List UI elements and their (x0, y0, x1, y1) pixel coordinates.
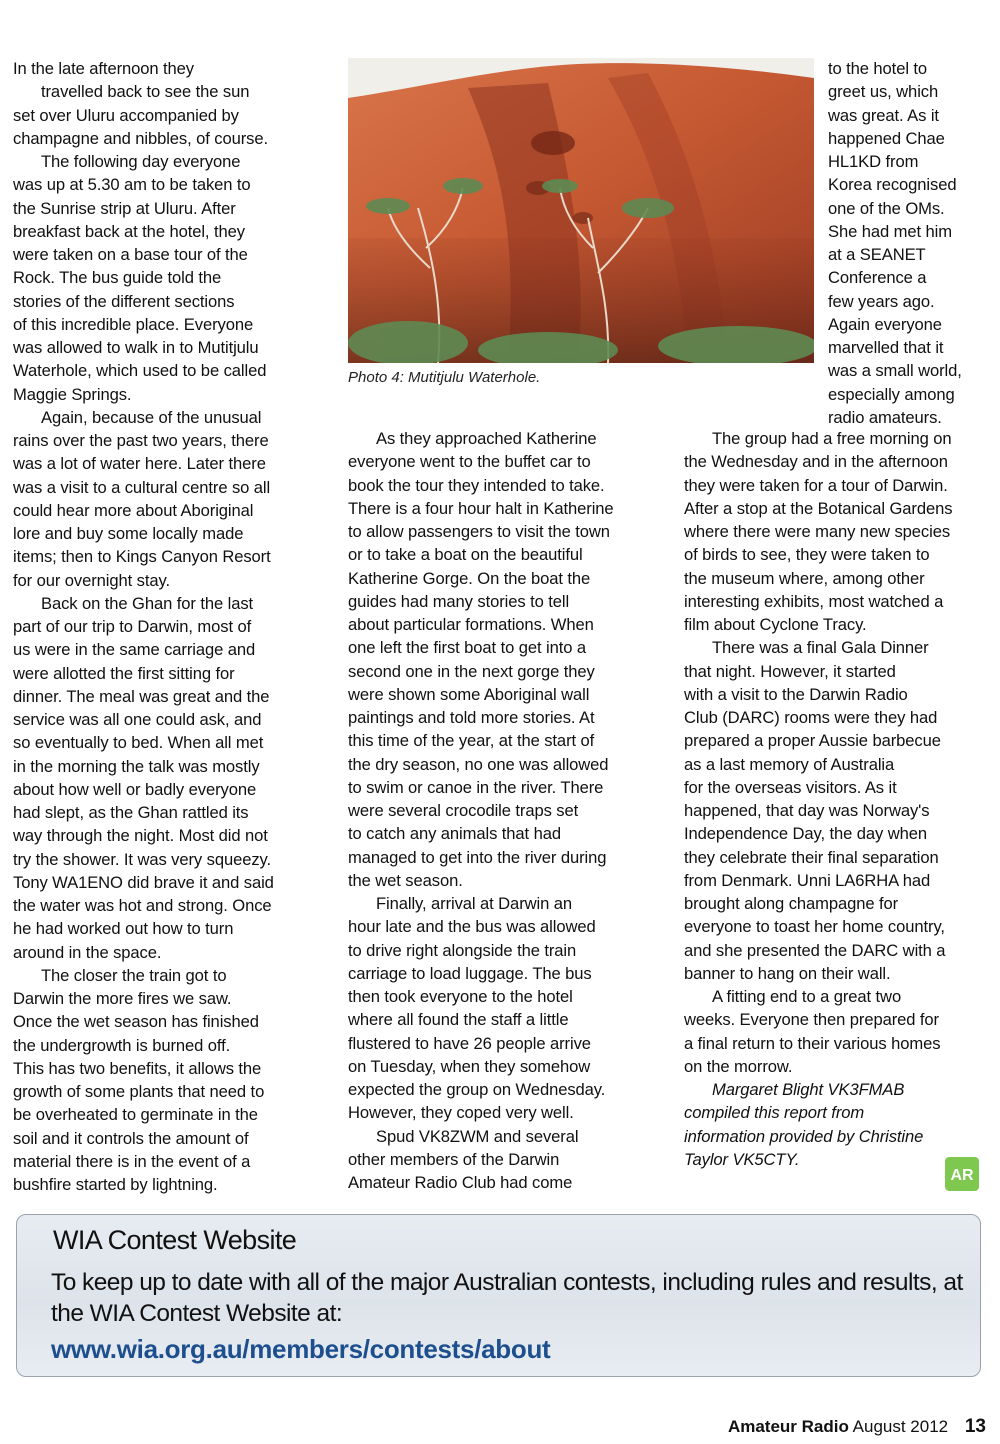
article-text-line: second one in the next gorge they (348, 661, 595, 681)
article-text-line: Korea recognised (828, 175, 957, 195)
article-text-line: As they approached Katherine (376, 429, 597, 448)
article-text-line: be overheated to germinate in the (13, 1105, 258, 1125)
article-text-line: film about Cyclone Tracy. (684, 615, 867, 634)
article-text-line: in the morning the talk was mostly (13, 756, 260, 776)
article-text-line: The group had a free morning on (712, 429, 952, 448)
article-text-line: soil and it controls the amount of (13, 1128, 249, 1148)
article-text-line: where there were many new species (684, 522, 951, 541)
article-text-line: Darwin the more fires we saw. (13, 989, 232, 1008)
article-text-line: interesting exhibits, most watched a (684, 591, 944, 611)
article-text-line: Waterhole, which used to be called (13, 361, 267, 381)
contest-box-text (51, 1267, 971, 1329)
article-text-line: the water was hot and strong. Once (13, 896, 272, 915)
article-text-line: In the late afternoon they (13, 59, 194, 78)
contest-box-title: WIA Contest Website (53, 1225, 297, 1255)
article-text-line: guides had many stories to tell (348, 591, 570, 611)
article-text-line: This has two benefits, it allows the (13, 1058, 262, 1078)
article-text-line: rains over the past two years, there (13, 431, 269, 450)
article-text-line: Margaret Blight VK3FMAB (712, 1080, 905, 1099)
article-text-line: to swim or canoe in the river. There (348, 777, 604, 797)
article-text-line: on Tuesday, when they somehow (348, 1056, 591, 1076)
article-text-line: lore and buy some locally made (13, 524, 244, 543)
article-text-line: material there is in the event of a (13, 1151, 251, 1171)
article-text-line: of birds to see, they were taken to (684, 545, 930, 565)
article-text-line: Taylor VK5CTY. (684, 1149, 800, 1169)
article-text-line: radio amateurs. (828, 407, 942, 427)
article-text-line: The closer the train got to (41, 965, 227, 985)
article-text-line: was great. As it (828, 105, 939, 125)
article-text-line: growth of some plants that need to (13, 1082, 265, 1101)
svg-text:AR: AR (950, 1167, 974, 1184)
article-text-line: was a visit to a cultural centre so all (13, 477, 271, 497)
article-text-line: However, they coped very well. (348, 1103, 574, 1123)
uluru-waterhole-image (348, 58, 814, 363)
article-text-line: service was all one could ask, and (13, 710, 262, 729)
photo-caption: Photo 4: Mutitjulu Waterhole. (348, 369, 541, 386)
article-text-line: on the morrow. (684, 1056, 793, 1076)
article-text-line: the Sunrise strip at Uluru. After (13, 198, 236, 218)
article-text-line: travelled back to see the sun (41, 82, 250, 102)
article-text-line: other members of the Darwin (348, 1149, 560, 1169)
article-text-line: where all found the staff a little (348, 1010, 569, 1030)
article-text-line: one left the first boat to get into a (348, 638, 586, 658)
article-text-line: a final return to their various homes (684, 1033, 941, 1053)
article-text-line: expected the group on Wednesday. (348, 1080, 606, 1099)
article-text-line: weeks. Everyone then prepared for (684, 1010, 939, 1030)
article-text-line: to allow passengers to visit the town (348, 522, 610, 541)
article-text-line: Katherine Gorge. On the boat the (348, 568, 591, 588)
article-text-line: around in the space. (13, 942, 162, 962)
article-text-line: with a visit to the Darwin Radio (684, 684, 908, 704)
article-text-line: Independence Day, the day when (684, 824, 928, 844)
article-text-line: he had worked out how to turn (13, 919, 234, 939)
article-text-line: She had met him (828, 221, 952, 241)
article-text-line: us were in the same carriage and (13, 640, 256, 660)
article-text-line: Again everyone (828, 314, 942, 334)
article-text-line: Conference a (828, 268, 927, 288)
article-column-3-top (828, 57, 996, 429)
article-text-line: hour late and the bus was allowed (348, 917, 596, 937)
article-text-line: one of the OMs. (828, 198, 945, 218)
contest-website-box (16, 1214, 981, 1377)
article-text-line: the dry season, no one was allowed (348, 754, 609, 774)
article-text-line: this time of the year, at the start of (348, 731, 595, 751)
article-text-line: to catch any animals that had (348, 824, 561, 844)
article-text-line: so eventually to bed. When all met (13, 733, 264, 753)
article-text-line: Rock. The bus guide told the (13, 268, 222, 288)
page-number: 13 (964, 1416, 986, 1437)
article-text-line: about particular formations. When (348, 615, 594, 634)
article-text-line: to the hotel to (828, 59, 928, 78)
article-text-line: about how well or badly everyone (13, 779, 257, 799)
article-text-line: Amateur Radio Club had come (348, 1173, 573, 1192)
article-text-line: dinner. The meal was great and the (13, 686, 270, 706)
article-text-line: paintings and told more stories. At (348, 708, 595, 727)
article-text-line: were taken on a base tour of the (13, 245, 248, 264)
article-text-line: managed to get into the river during (348, 847, 607, 867)
article-text-line: part of our trip to Darwin, most of (13, 617, 252, 636)
article-text-line: the museum where, among other (684, 568, 925, 588)
article-text-line: Back on the Ghan for the last (41, 593, 254, 613)
article-column-3 (684, 427, 989, 1171)
contest-box-text-line-2: the WIA Contest Website at: (51, 1300, 343, 1327)
article-text-line: they celebrate their final separation (684, 847, 939, 867)
article-text-line: the Wednesday and in the afternoon (684, 452, 948, 472)
page-footer (728, 1416, 986, 1438)
article-text-line: book the tour they intended to take. (348, 475, 605, 495)
article-text-line: could hear more about Aboriginal (13, 500, 254, 520)
contest-website-link[interactable]: www.wia.org.au/members/contests/about (51, 1334, 551, 1364)
article-text-line: few years ago. (828, 291, 935, 311)
article-text-line: way through the night. Most did not (13, 826, 268, 846)
article-text-line: After a stop at the Botanical Gardens (684, 498, 953, 518)
magazine-name: Amateur Radio (727, 1417, 849, 1436)
article-text-line: stories of the different sections (13, 291, 235, 311)
issue-date: August 2012 (852, 1417, 949, 1436)
article-text-line: bushfire started by lightning. (13, 1175, 218, 1194)
article-text-line: champagne and nibbles, of course. (13, 128, 268, 148)
article-text-line: they were taken for a tour of Darwin. (684, 475, 948, 495)
article-photo (348, 58, 814, 363)
article-text-line: breakfast back at the hotel, they (13, 221, 245, 241)
article-text-line: especially among (828, 384, 955, 404)
article-text-line: for the overseas visitors. As it (684, 777, 897, 797)
article-text-line: had slept, as the Ghan rattled its (13, 803, 249, 822)
article-text-line: banner to hang on their wall. (684, 963, 891, 983)
article-text-line: There is a four hour halt in Katherine (348, 498, 614, 518)
article-text-line: at a SEANET (828, 245, 926, 264)
article-text-line: was a lot of water here. Later there (13, 454, 266, 474)
article-text-line: brought along champagne for (684, 894, 899, 913)
article-text-line: flustered to have 26 people arrive (348, 1033, 591, 1053)
article-column-2 (348, 427, 653, 1194)
article-text-line: Maggie Springs. (13, 384, 132, 404)
article-text-line: There was a final Gala Dinner (712, 638, 929, 658)
article-text-line: as a last memory of Australia (684, 754, 895, 774)
article-text-line: carriage to load luggage. The bus (348, 963, 592, 983)
article-text-line: information provided by Christine (684, 1126, 924, 1146)
article-text-line: from Denmark. Unni LA6RHA had (684, 870, 931, 890)
article-text-line: that night. However, it started (684, 661, 896, 681)
article-text-line: everyone to toast her home country, (684, 917, 945, 937)
article-text-line: Club (DARC) rooms were they had (684, 708, 938, 727)
article-text-line: the wet season. (348, 870, 463, 890)
article-text-line: A fitting end to a great two (712, 987, 902, 1006)
article-text-line: Spud VK8ZWM and several (376, 1126, 579, 1146)
article-text-line: and she presented the DARC with a (684, 940, 946, 960)
article-text-line: The following day everyone (41, 152, 241, 171)
article-text-line: were allotted the first sitting for (13, 663, 235, 683)
article-text-line: for our overnight stay. (13, 570, 170, 590)
article-text-line: happened Chae (828, 128, 945, 148)
article-text-line: the undergrowth is burned off. (13, 1035, 231, 1055)
article-text-line: items; then to Kings Canyon Resort (13, 547, 271, 567)
article-text-line: everyone went to the buffet car to (348, 452, 591, 472)
article-text-line: or to take a boat on the beautiful (348, 545, 583, 565)
article-text-line: marvelled that it (828, 338, 944, 357)
article-text-line: prepared a proper Aussie barbecue (684, 731, 941, 751)
article-text-line: Again, because of the unusual (41, 407, 262, 427)
article-text-line: HL1KD from (828, 152, 919, 171)
article-text-line: Tony WA1ENO did brave it and said (13, 872, 274, 892)
article-text-line: was allowed to walk in to Mutitjulu (13, 338, 259, 357)
article-text-line: compiled this report from (684, 1103, 865, 1123)
article-text-line: to drive right alongside the train (348, 940, 577, 960)
article-text-line: were shown some Aboriginal wall (348, 684, 590, 704)
article-text-line: greet us, which (828, 82, 939, 102)
article-text-line: set over Uluru accompanied by (13, 105, 239, 125)
article-text-line: were several crocodile traps set (348, 801, 579, 820)
article-text-line: Once the wet season has finished (13, 1012, 259, 1032)
article-text-line: try the shower. It was very squeezy. (13, 849, 272, 869)
article-text-line: was a small world, (828, 361, 962, 381)
article-text-line: was up at 5.30 am to be taken to (13, 175, 251, 195)
article-text-line: Finally, arrival at Darwin an (376, 894, 572, 913)
article-column-1 (13, 57, 318, 1196)
article-text-line: happened, that day was Norway's (684, 801, 930, 820)
contest-box-text-line-1: To keep up to date with all of the major Australian contests, including rules and results, at (51, 1269, 963, 1296)
ar-logo-icon (945, 1157, 979, 1191)
article-text-line: of this incredible place. Everyone (13, 314, 254, 334)
article-text-line: then took everyone to the hotel (348, 987, 573, 1006)
